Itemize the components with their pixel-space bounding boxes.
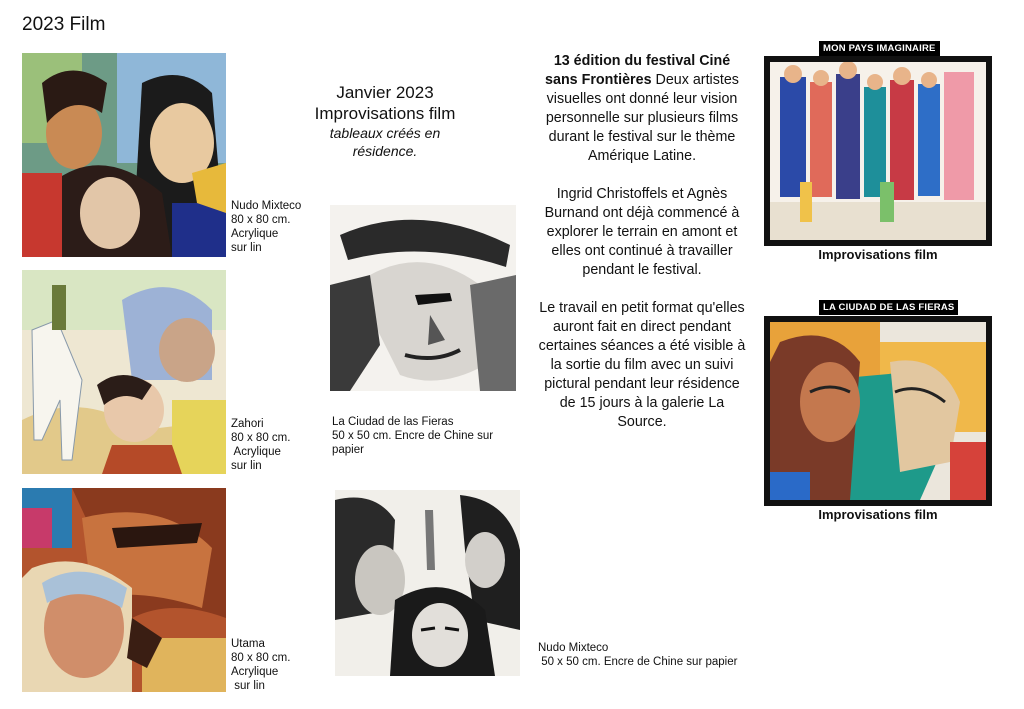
- heading-title: Improvisations film: [314, 104, 456, 123]
- film-caption-mon-pays: Improvisations film: [818, 247, 938, 262]
- painting-zahori: [22, 270, 226, 474]
- painting-size: 80 x 80 cm.: [231, 432, 291, 444]
- festival-description: [537, 52, 747, 451]
- page-title: 2023 Film: [22, 14, 106, 35]
- caption-nudo-mixteco-ink: [538, 641, 737, 669]
- heading-date: Janvier 2023: [336, 83, 434, 102]
- ink-details: 50 x 50 cm. Encre de Chine sur papier: [538, 656, 738, 668]
- ink-la-ciudad-de-las-fieras: [330, 205, 516, 391]
- film-caption-la-ciudad: Improvisations film: [818, 507, 938, 522]
- painting-title: Utama: [231, 638, 265, 650]
- heading-subtitle: tableaux créés en: [329, 125, 441, 141]
- painting-utama: [22, 488, 226, 692]
- heading-subtitle-2: résidence.: [352, 143, 418, 159]
- painting-size: 80 x 80 cm.: [231, 214, 291, 226]
- festival-headline: 13 édition du festival Ciné sans Frontières: [545, 53, 731, 88]
- paragraph-1-text: Deux artistes visuelles ont donné leur vision personnelle sur plusieurs films durant le festival sur le thème Amérique Latine.: [545, 72, 739, 164]
- paragraph-3: Le travail en petit format qu'elles auront fait en direct pendant certaines séances a été visible à la sortie du film avec un suivi pictural pendant leur résidence de 15 jours à la galerie La Source.: [538, 300, 746, 430]
- film-label-mon-pays: MON PAYS IMAGINAIRE: [819, 41, 940, 56]
- painting-support: sur lin: [231, 680, 265, 692]
- ink-title: Nudo Mixteco: [538, 642, 609, 654]
- ink-details-2: papier: [332, 444, 364, 456]
- painting-support: sur lin: [231, 460, 262, 472]
- film-label-la-ciudad: LA CIUDAD DE LAS FIERAS: [819, 300, 958, 315]
- paragraph-1: [537, 52, 747, 166]
- painting-title: Zahori: [231, 418, 264, 430]
- painting-support: sur lin: [231, 242, 262, 254]
- painting-nudo-mixteco: [22, 53, 226, 257]
- film-still-mon-pays: [764, 56, 992, 246]
- painting-medium: Acrylique: [231, 446, 281, 458]
- paragraph-2: Ingrid Christoffels et Agnès Burnand ont déjà commencé à explorer le terrain en amont et elles ont continué à travailler pendant le festival.: [544, 186, 740, 278]
- ink-nudo-mixteco: [335, 490, 520, 676]
- ink-title: La Ciudad de las Fieras: [332, 416, 454, 428]
- painting-size: 80 x 80 cm.: [231, 652, 291, 664]
- caption-la-ciudad: [332, 415, 493, 457]
- ink-details: 50 x 50 cm. Encre de Chine sur: [332, 430, 494, 442]
- center-heading: [290, 82, 480, 160]
- painting-medium: Acrylique: [231, 228, 279, 240]
- film-still-la-ciudad: [764, 316, 992, 506]
- caption-zahori: [231, 417, 290, 473]
- painting-title: Nudo Mixteco: [231, 200, 302, 212]
- caption-nudo-mixteco: [231, 199, 301, 255]
- painting-medium: Acrylique: [231, 666, 279, 678]
- caption-utama: [231, 637, 290, 693]
